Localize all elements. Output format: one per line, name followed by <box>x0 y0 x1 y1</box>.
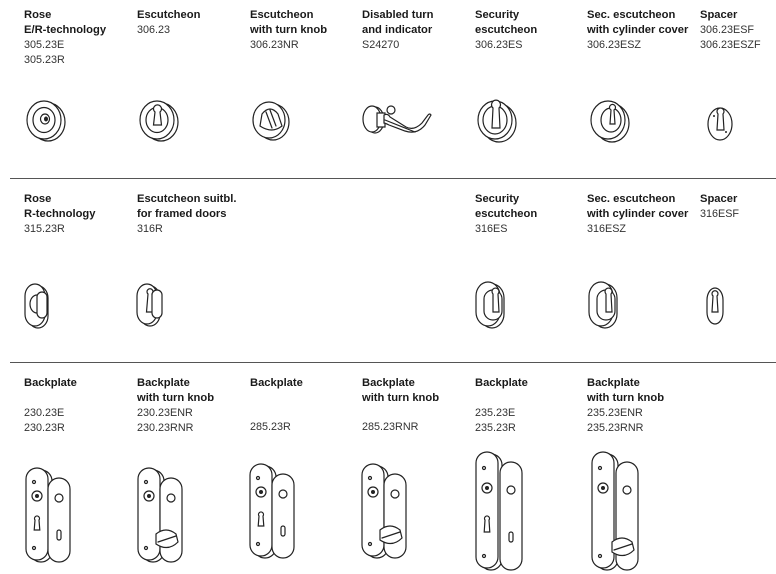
long-backplate-icon <box>474 452 526 572</box>
product-title: Backplate with turn knob <box>587 377 665 404</box>
backplate-turn-knob-icon <box>136 468 186 564</box>
product-title: Rose E/R-technology <box>24 9 107 36</box>
product-codes: 306.23ESZ <box>587 39 642 51</box>
product-codes: 306.23ES <box>475 39 523 51</box>
product-backplate-235 <box>475 376 585 435</box>
product-codes: 230.23ENR 230.23RNR <box>137 407 194 434</box>
product-title: Backplate <box>24 377 77 389</box>
disabled-turn-indicator-icon <box>361 98 435 144</box>
backplate-icon <box>24 468 74 564</box>
section-backplates <box>0 364 776 574</box>
product-codes: 285.23R <box>250 421 291 433</box>
product-security-escutcheon <box>475 8 585 53</box>
product-codes: 230.23E 230.23R <box>24 407 65 434</box>
product-title: Escutcheon <box>137 9 201 21</box>
product-codes: 316R <box>137 223 163 235</box>
oval-escutcheon-icon <box>136 284 166 330</box>
product-title: Sec. escutcheon with cylinder cover <box>587 9 689 36</box>
product-codes: 306.23NR <box>250 39 299 51</box>
product-backplate-285-turn-knob <box>362 376 472 435</box>
oval-rose-icon <box>24 284 54 332</box>
product-security-escutcheon-r <box>475 192 585 237</box>
product-backplate-230 <box>24 376 134 435</box>
product-title: Spacer <box>700 9 738 21</box>
backplate-turn-knob-icon <box>360 464 410 560</box>
product-title: Security escutcheon <box>475 9 538 36</box>
oval-spacer-icon <box>707 288 727 328</box>
product-codes: 285.23RNR <box>362 421 419 433</box>
product-escutcheon <box>137 8 247 38</box>
product-title: Backplate with turn knob <box>137 377 215 404</box>
oval-security-escutcheon-cover-icon <box>587 282 621 332</box>
product-spacer <box>700 8 776 52</box>
product-title: Sec. escutcheon with cylinder cover <box>587 193 689 220</box>
product-codes: 316ES <box>475 223 508 235</box>
product-title: Rose R-technology <box>24 193 96 220</box>
product-escutcheon-turn-knob <box>250 8 360 53</box>
product-backplate-230-turn-knob <box>137 376 247 435</box>
product-codes: 235.23E 235.23R <box>475 407 516 434</box>
product-sec-escutcheon-cylinder-cover-r <box>587 192 697 237</box>
security-escutcheon-icon <box>473 98 523 146</box>
product-codes: 235.23ENR 235.23RNR <box>587 407 644 434</box>
oval-security-escutcheon-icon <box>474 282 508 332</box>
product-rose-er <box>24 8 134 67</box>
product-sec-escutcheon-cylinder-cover <box>587 8 697 53</box>
product-codes: 316ESZ <box>587 223 627 235</box>
product-codes: 306.23 <box>137 24 171 36</box>
rose-icon <box>22 98 72 144</box>
product-codes: S24270 <box>362 39 400 51</box>
security-escutcheon-cylinder-cover-icon <box>586 98 636 146</box>
backplate-icon <box>248 464 298 560</box>
product-codes: 315.23R <box>24 223 65 235</box>
product-backplate-235-turn-knob <box>587 376 697 435</box>
product-disabled-turn <box>362 8 472 53</box>
product-codes: 316ESF <box>700 208 740 220</box>
product-title: Security escutcheon <box>475 193 538 220</box>
product-spacer-r <box>700 192 776 222</box>
product-title: Spacer <box>700 193 738 205</box>
product-title: Backplate <box>250 377 303 389</box>
product-title: Escutcheon with turn knob <box>250 9 328 36</box>
product-title: Backplate <box>475 377 528 389</box>
product-title: Escutcheon suitbl. for framed doors <box>137 193 237 220</box>
product-title: Disabled turn and indicator <box>362 9 434 36</box>
spacer-icon <box>704 104 738 144</box>
escutcheon-turn-knob-icon <box>248 98 298 144</box>
escutcheon-icon <box>135 98 185 144</box>
product-rose-r <box>24 192 134 237</box>
product-codes: 305.23E 305.23R <box>24 39 65 66</box>
section-roses-escutcheons <box>0 0 776 178</box>
product-backplate-285 <box>250 376 360 435</box>
product-escutcheon-framed-doors <box>137 192 267 237</box>
section-divider <box>10 362 776 363</box>
product-title: Backplate with turn knob <box>362 377 440 404</box>
section-r-technology <box>0 180 776 362</box>
section-divider <box>10 178 776 179</box>
product-codes: 306.23ESF 306.23ESZF <box>700 24 761 51</box>
long-backplate-turn-knob-icon <box>590 452 642 572</box>
